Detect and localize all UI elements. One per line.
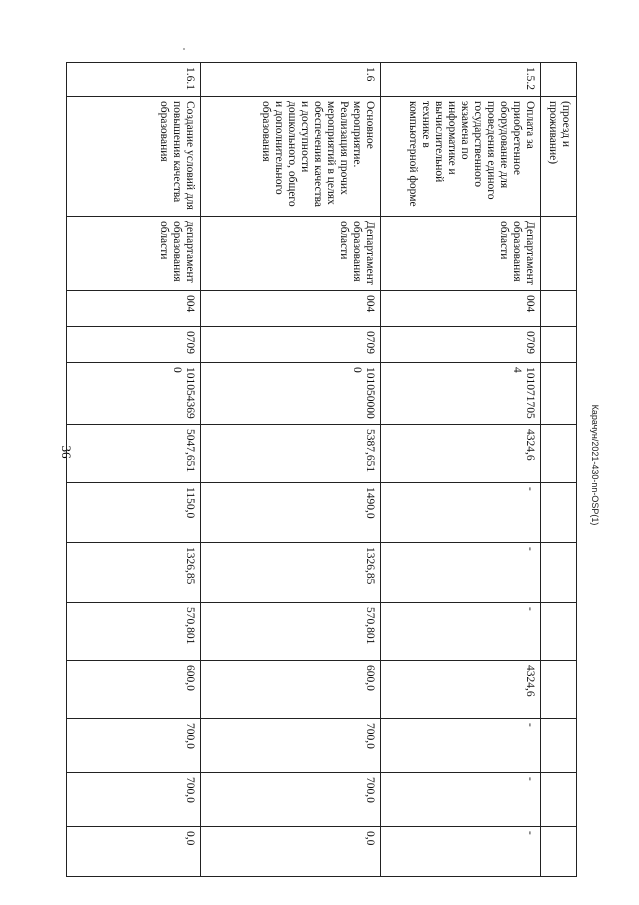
cell-v3: - bbox=[381, 543, 541, 603]
footer-note bbox=[585, 60, 605, 860]
scan-speck bbox=[183, 48, 185, 50]
cell-v3 bbox=[541, 543, 577, 603]
cell-v5: 600,0 bbox=[201, 661, 381, 719]
cell-num: 1.6.1 bbox=[67, 63, 201, 97]
cell-v2: - bbox=[381, 483, 541, 543]
cell-csr: 1010543690 bbox=[67, 363, 201, 425]
cell-grbs bbox=[541, 291, 577, 327]
cell-v5: 4324,6 bbox=[381, 661, 541, 719]
cell-v7: 700,0 bbox=[67, 773, 201, 827]
table-row bbox=[381, 63, 541, 877]
cell-v4: 570,801 bbox=[201, 603, 381, 661]
cell-rzpr: 0709 bbox=[67, 327, 201, 363]
cell-v8: - bbox=[381, 827, 541, 877]
cell-v7 bbox=[541, 773, 577, 827]
cell-v1: 5047,651 bbox=[67, 425, 201, 483]
cell-name: Создание условий для повышения качества образования bbox=[67, 97, 201, 217]
cell-rzpr bbox=[541, 327, 577, 363]
cell-v2: 1150,0 bbox=[67, 483, 201, 543]
cell-rzpr: 0709 bbox=[201, 327, 381, 363]
cell-dept: Департамент образования области bbox=[201, 217, 381, 291]
cell-v4 bbox=[541, 603, 577, 661]
cell-num: 1.6 bbox=[201, 63, 381, 97]
cell-rzpr: 0709 bbox=[381, 327, 541, 363]
table-row bbox=[67, 63, 201, 877]
cell-name: Основное мероприятие. Реализация прочих мероприятий в целях обеспечения качества и доступности дошкольного, общего и дополнительного образования bbox=[201, 97, 381, 217]
cell-v3: 1326,85 bbox=[67, 543, 201, 603]
cell-dept bbox=[541, 217, 577, 291]
cell-v1: 5387,651 bbox=[201, 425, 381, 483]
footer-note-text: Карачун/2021-430-nn-OSP(1) bbox=[590, 404, 600, 526]
cell-v3: 1326,85 bbox=[201, 543, 381, 603]
cell-dept: Департамент образования области bbox=[381, 217, 541, 291]
cell-name: Оплата за приобретенное оборудование для проведения единого государственного экзамена по информатике и вычислительной технике в компьютерной форме bbox=[381, 97, 541, 217]
cell-v1: 4324,6 bbox=[381, 425, 541, 483]
table-wrapper bbox=[67, 62, 577, 846]
cell-dept: департамент образования области bbox=[67, 217, 201, 291]
cell-grbs: 004 bbox=[67, 291, 201, 327]
cell-num: 1.5.2 bbox=[381, 63, 541, 97]
cell-csr: 1010717054 bbox=[381, 363, 541, 425]
cell-v6: 700,0 bbox=[201, 719, 381, 773]
cell-v7: 700,0 bbox=[201, 773, 381, 827]
cell-v6: - bbox=[381, 719, 541, 773]
cell-v5 bbox=[541, 661, 577, 719]
cell-csr: 1010500000 bbox=[201, 363, 381, 425]
cell-v4: 570,801 bbox=[67, 603, 201, 661]
cell-v8: 0,0 bbox=[201, 827, 381, 877]
cell-v7: - bbox=[381, 773, 541, 827]
cell-v2: 1490,0 bbox=[201, 483, 381, 543]
cell-v8 bbox=[541, 827, 577, 877]
cell-v6 bbox=[541, 719, 577, 773]
cell-grbs: 004 bbox=[201, 291, 381, 327]
cell-v8: 0,0 bbox=[67, 827, 201, 877]
cell-v5: 600,0 bbox=[67, 661, 201, 719]
table-row bbox=[201, 63, 381, 877]
cell-name: (проезд и проживание) bbox=[541, 97, 577, 217]
cell-num bbox=[541, 63, 577, 97]
cell-v1 bbox=[541, 425, 577, 483]
table-row bbox=[541, 63, 577, 877]
cell-v6: 700,0 bbox=[67, 719, 201, 773]
cell-csr bbox=[541, 363, 577, 425]
rotated-table bbox=[67, 62, 577, 846]
page-number: 36 bbox=[59, 445, 74, 459]
budget-table bbox=[66, 62, 577, 877]
cell-grbs: 004 bbox=[381, 291, 541, 327]
cell-v4: - bbox=[381, 603, 541, 661]
cell-v2 bbox=[541, 483, 577, 543]
